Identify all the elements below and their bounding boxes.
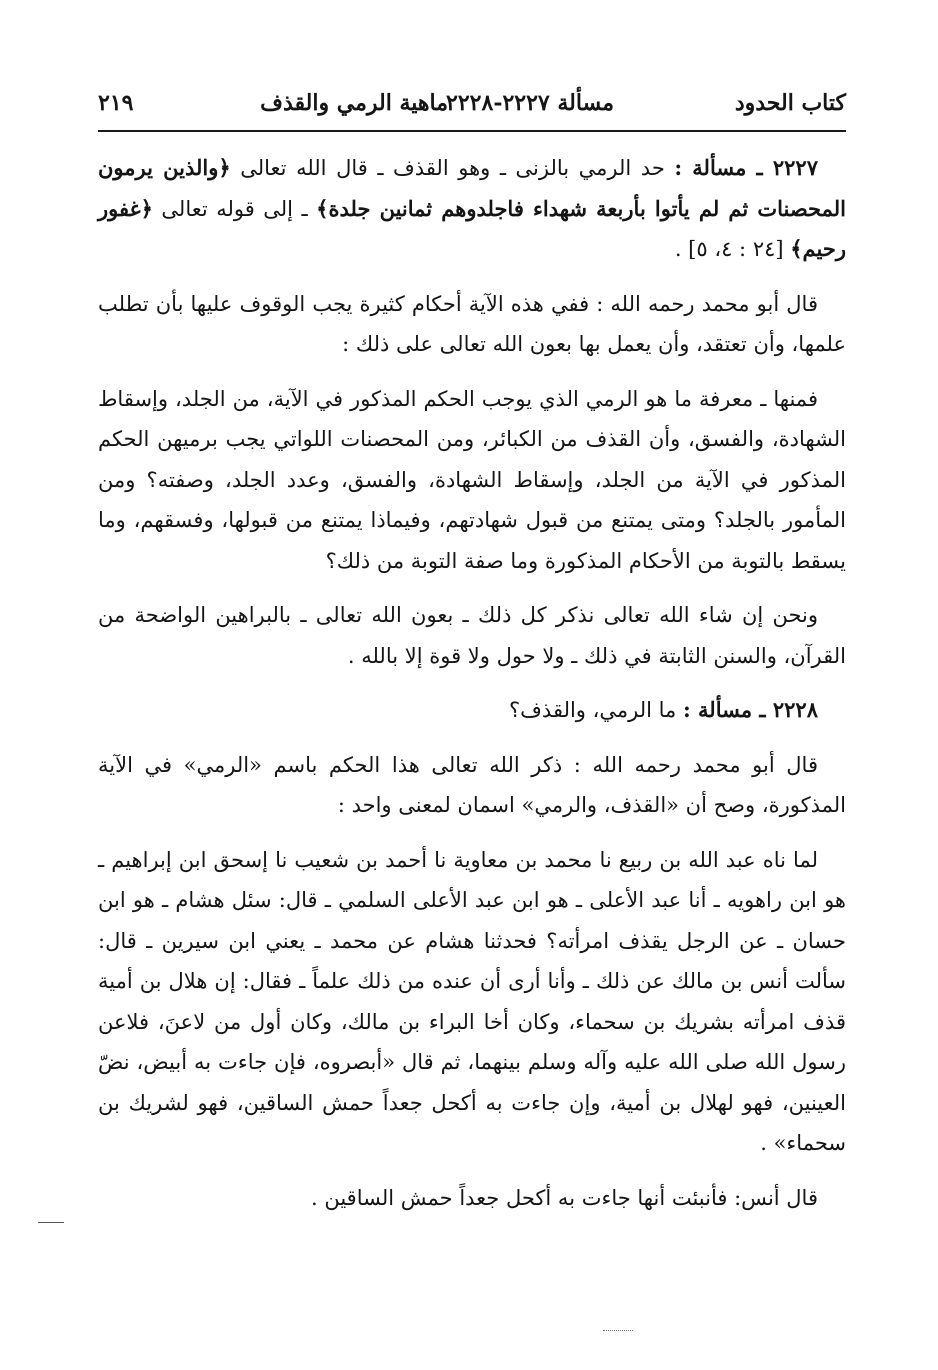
paragraph-rulings-list: فمنها ـ معرفة ما هو الرمي الذي يوجب الحكم المذكور في الآية، من الجلد، وإسقاط الشهادة، والفسق، وأن القذف من الكبائر، ومن المحصنات اللواتي يجب برميهن الحكم المذكور في الآية من الجلد، وإسقاط الشهادة، والفسق، وعدد الجلد، وصفته؟ ومن المأمور بالجلد؟ ومتى يمتنع من قبول شهادتهم، وفيماذا يمتنع من قبولها، وفسقهم، وما يسقط بالتوبة من الأحكام المذكورة وما صفة التوبة من ذلك؟ [98,386,846,573]
verse-reference: [٢٤ : ٤، ٥] . [674,237,791,261]
issue-2227-label: ٢٢٢٧ ـ مسألة : [674,155,818,180]
issue-2227-intro: حد الرمي بالزنى ـ وهو القذف ـ قال الله تعالى [230,156,675,180]
issue-2227-middle: ـ إلى قوله تعالى [152,196,317,221]
page-topic: ماهية الرمي والقذف [260,90,448,116]
page-number: ٢١٩ [98,90,134,116]
header-rule [98,130,846,132]
quran-verse: ﴿والذين يرمون المحصنات ثم لم يأتوا بأربعة شهداء فاجلدوهم ثمانين جلدة﴾ [98,155,846,221]
paragraph-promise: ونحن إن شاء الله تعالى نذكر كل ذلك ـ بعون الله تعالى ـ بالبراهين الواضحة من القرآن، والسنن الثابتة في ذلك ـ ولا حول ولا قوة إلا بالله . [98,603,846,668]
footer-mark [603,1330,633,1331]
quran-verse-end: ﴿غفور رحيم﴾ [98,195,846,261]
paragraph-hadith: لما ناه عبد الله بن ربيع نا محمد بن معاوية نا أحمد بن شعيب نا إسحق ابن إبراهيم ـ هو ابن راهويه ـ أنا عبد الأعلى ـ هو ابن عبد الأعلى السلمي ـ قال: سئل هشام ـ هو ابن حسان ـ عن الرجل يقذف امرأته؟ فحدثنا هشام عن محمد ـ يعني ابن سيرين ـ قال: سألت أنس بن مالك عن ذلك ـ وأنا أرى أن عنده من ذلك علماً ـ فقال: إن هلال بن أمية قذف امرأته بشريك بن سحماء، وكان أخا البراء بن مالك، وكان أول من لاعنَ، فلاعن رسول الله صلى الله عليه وآله وسلم بينهما، ثم قال «أبصروه، فإن جاءت به أبيض، نضّ العينين، فهو لهلال بن أمية، وإن جاءت به أكحل جعداً حمش الساقين، فهو لشريك بن سحماء» . [98,847,846,1155]
page-body [98,148,846,1232]
issue-2227-paragraph [98,148,846,270]
paragraph-naming: قال أبو محمد رحمه الله : ذكر الله تعالى هذا الحكم باسم «الرمي» في الآية المذكورة، وصح أن «القذف، والرمي» اسمان لمعنى واحد : [98,752,846,817]
book-title: كتاب الحدود [734,90,846,116]
paragraph-anas: قال أنس: فأنبئت أنها جاءت به أكحل جعداً حمش الساقين . [311,1185,818,1210]
paragraph-rulings-intro: قال أبو محمد رحمه الله : ففي هذه الآية أحكام كثيرة يجب الوقوف عليها بأن تطلب علمها، وأن تعتقد، وأن يعمل بها بعون الله تعالى على ذلك : [98,291,846,356]
issue-2228-question: ما الرمي، والقذف؟ [509,698,683,722]
issue-range: مسألة ٢٢٢٧-٢٢٢٨ [446,90,614,116]
issue-2228-paragraph [98,690,846,731]
running-header [98,86,846,120]
issue-2228-label: ٢٢٢٨ ـ مسألة : [682,697,818,722]
margin-mark [38,1222,64,1223]
